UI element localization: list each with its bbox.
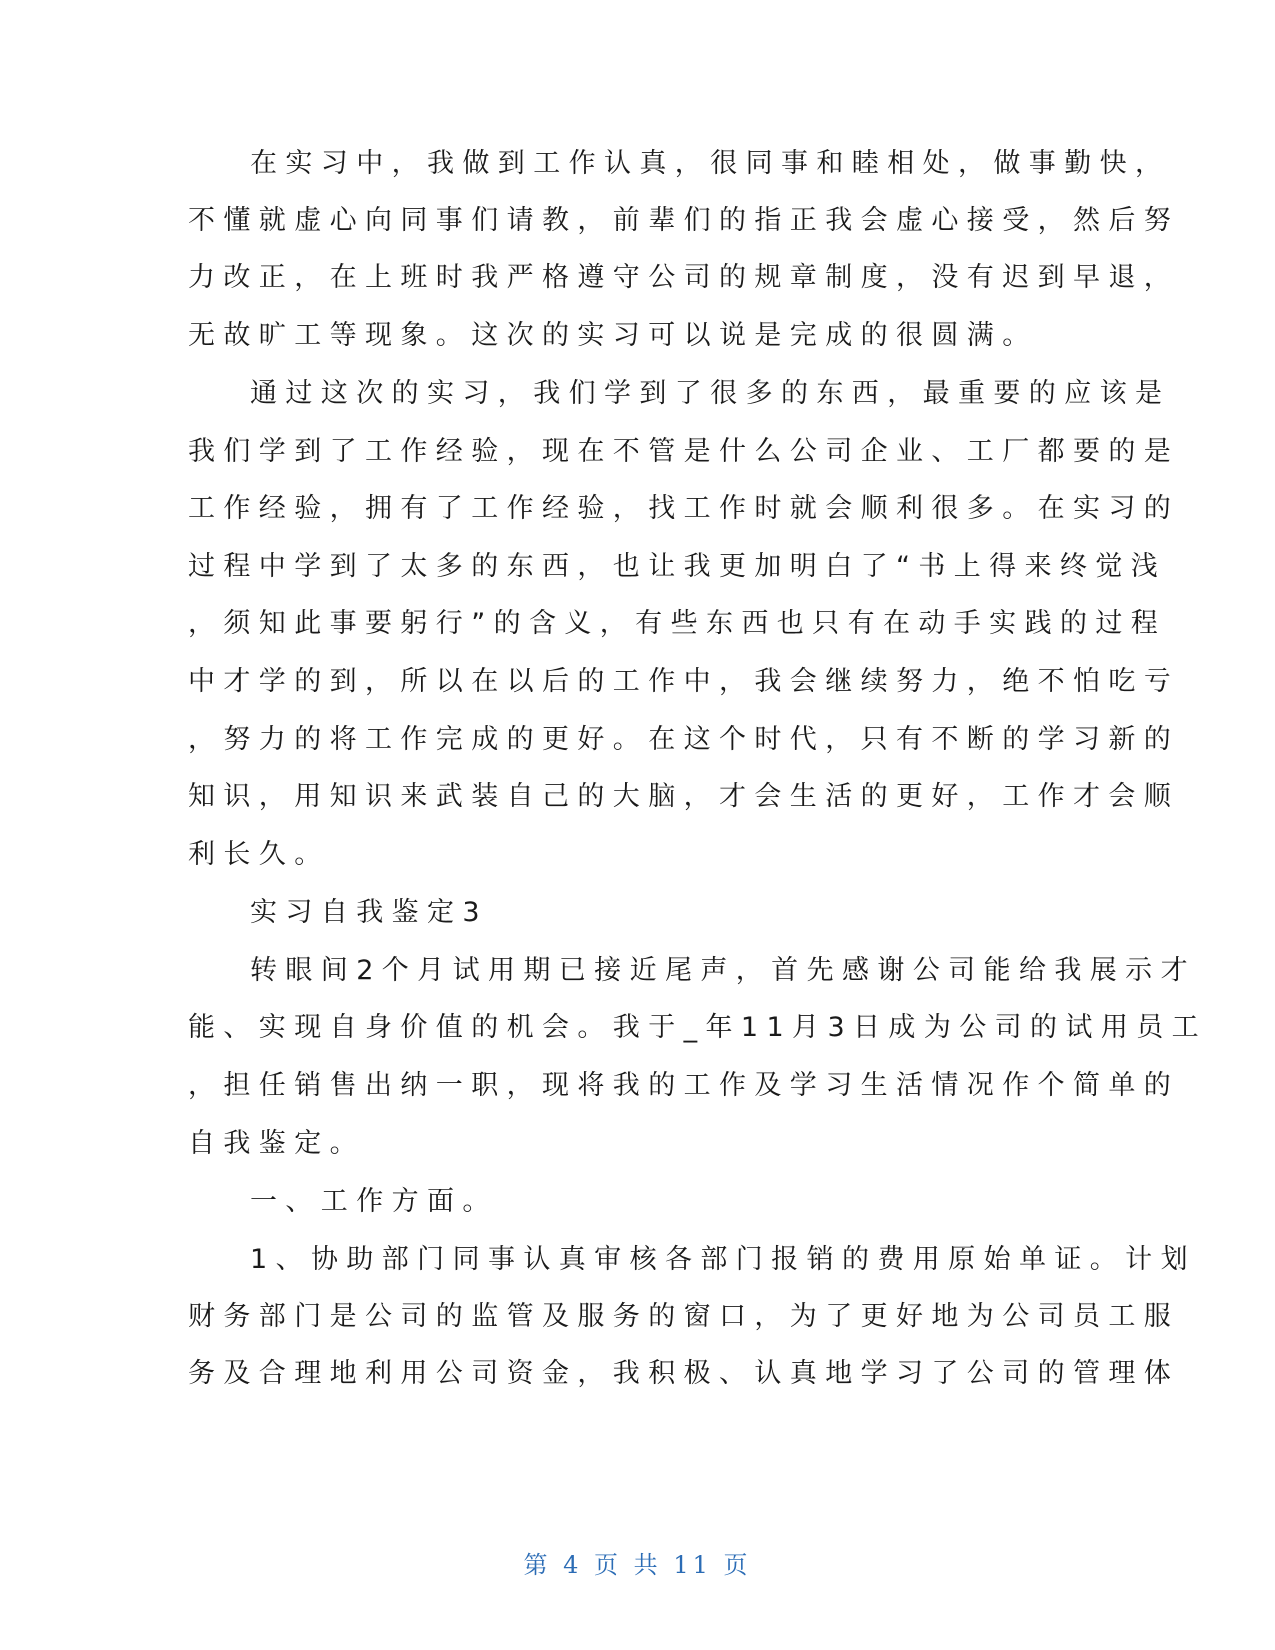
text-line: 1、协助部门同事认真审核各部门报销的费用原始单证。计划 [250, 1244, 1196, 1275]
total-pages-number: 11 [673, 1551, 712, 1579]
text-line: 我们学到了工作经验，现在不管是什么公司企业、工厂都要的是 [188, 436, 1180, 467]
page-footer [0, 1545, 1275, 1580]
text-line: ，担任销售出纳一职，现将我的工作及学习生活情况作个简单的 [188, 1070, 1180, 1101]
footer-middle: 页 共 [594, 1551, 662, 1579]
text-line: 过程中学到了太多的东西，也让我更加明白了“书上得来终觉浅 [188, 551, 1167, 582]
text-line: 务及合理地利用公司资金，我积极、认真地学习了公司的管理体 [188, 1358, 1180, 1389]
footer-prefix: 第 [523, 1551, 552, 1579]
text-line: 知识，用知识来武装自己的大脑，才会生活的更好，工作才会顺 [188, 781, 1180, 812]
section-heading: 实习自我鉴定3 [250, 897, 488, 928]
text-line: ，须知此事要躬行”的含义，有些东西也只有在动手实践的过程 [188, 608, 1167, 639]
text-line: 力改正，在上班时我严格遵守公司的规章制度，没有迟到早退， [188, 262, 1180, 293]
text-line: 通过这次的实习，我们学到了很多的东西，最重要的应该是 [250, 378, 1171, 409]
text-line: 自我鉴定。 [188, 1128, 365, 1159]
subsection-heading: 一、工作方面。 [250, 1186, 498, 1217]
text-line: 在实习中，我做到工作认真，很同事和睦相处，做事勤快， [250, 148, 1171, 179]
text-line: 能、实现自身价值的机会。我于_年11月3日成为公司的试用员工 [188, 1012, 1208, 1043]
text-line: 转眼间2个月试用期已接近尾声，首先感谢公司能给我展示才 [250, 955, 1196, 986]
text-line: 中才学的到，所以在以后的工作中，我会继续努力，绝不怕吃亏 [188, 666, 1180, 697]
text-line: 不懂就虚心向同事们请教，前辈们的指正我会虚心接受，然后努 [188, 205, 1180, 236]
text-line: 利长久。 [188, 839, 330, 870]
text-line: 无故旷工等现象。这次的实习可以说是完成的很圆满。 [188, 320, 1038, 351]
current-page-number: 4 [563, 1551, 583, 1579]
text-line: ，努力的将工作完成的更好。在这个时代，只有不断的学习新的 [188, 724, 1180, 755]
footer-suffix: 页 [723, 1551, 752, 1579]
text-line: 财务部门是公司的监管及服务的窗口，为了更好地为公司员工服 [188, 1301, 1180, 1332]
text-line: 工作经验，拥有了工作经验，找工作时就会顺利很多。在实习的 [188, 493, 1180, 524]
